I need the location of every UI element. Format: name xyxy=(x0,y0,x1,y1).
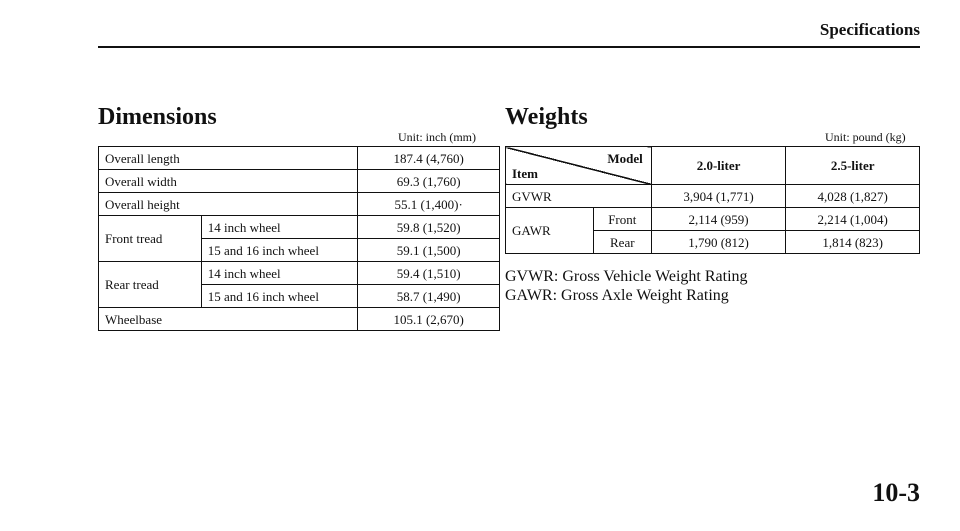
dimensions-title: Dimensions xyxy=(98,104,217,130)
wheelbase-label: Wheelbase xyxy=(99,308,358,331)
gvwr-2-5-value: 4,028 (1,827) xyxy=(786,185,920,208)
header-rule xyxy=(98,46,920,48)
overall-length-label: Overall length xyxy=(99,147,358,170)
table-row xyxy=(506,185,920,208)
dimensions-table xyxy=(98,146,500,331)
overall-height-label: Overall height xyxy=(99,193,358,216)
gawr-rear-2-0-value: 1,790 (812) xyxy=(651,231,786,254)
page-number: 10-3 xyxy=(872,478,920,507)
rear-tread-sub-value: 59.4 (1,510) xyxy=(358,262,500,285)
overall-width-label: Overall width xyxy=(99,170,358,193)
gawr-note: GAWR: Gross Axle Weight Rating xyxy=(505,287,729,304)
overall-width-value: 69.3 (1,760) xyxy=(358,170,500,193)
dimensions-unit: Unit: inch (mm) xyxy=(398,130,476,144)
wheelbase-value: 105.1 (2,670) xyxy=(358,308,500,331)
rear-tread-sub-value: 58.7 (1,490) xyxy=(358,285,500,308)
gvwr-label: GVWR xyxy=(506,185,652,208)
gawr-front-2-0-value: 2,114 (959) xyxy=(651,208,786,231)
table-row xyxy=(99,193,500,216)
model-item-header xyxy=(506,147,652,185)
front-tread-sub-value: 59.8 (1,520) xyxy=(358,216,500,239)
gvwr-2-0-value: 3,904 (1,771) xyxy=(651,185,786,208)
gawr-front-label: Front xyxy=(593,208,651,231)
table-row xyxy=(99,216,500,239)
front-tread-sub-label: 15 and 16 inch wheel xyxy=(201,239,358,262)
header-title: Specifications xyxy=(819,20,920,39)
table-row xyxy=(506,208,920,231)
gawr-rear-2-5-value: 1,814 (823) xyxy=(786,231,920,254)
item-header-label: Item xyxy=(512,166,538,181)
gvwr-note: GVWR: Gross Vehicle Weight Rating xyxy=(505,268,748,285)
table-row xyxy=(99,147,500,170)
overall-height-value: 55.1 (1,400)· xyxy=(358,193,500,216)
table-row xyxy=(99,308,500,331)
weights-title: Weights xyxy=(505,104,588,130)
rear-tread-label: Rear tread xyxy=(99,262,202,308)
table-row xyxy=(99,262,500,285)
gawr-rear-label: Rear xyxy=(593,231,651,254)
model-header-label: Model xyxy=(607,151,643,166)
col-2-5-liter: 2.5-liter xyxy=(786,147,920,185)
rear-tread-sub-label: 14 inch wheel xyxy=(201,262,358,285)
col-2-0-liter: 2.0-liter xyxy=(651,147,786,185)
gawr-front-2-5-value: 2,214 (1,004) xyxy=(786,208,920,231)
weights-table xyxy=(505,146,920,254)
front-tread-sub-label: 14 inch wheel xyxy=(201,216,358,239)
gawr-label: GAWR xyxy=(506,208,594,254)
front-tread-label: Front tread xyxy=(99,216,202,262)
rear-tread-sub-label: 15 and 16 inch wheel xyxy=(201,285,358,308)
front-tread-sub-value: 59.1 (1,500) xyxy=(358,239,500,262)
overall-length-value: 187.4 (4,760) xyxy=(358,147,500,170)
table-row xyxy=(99,170,500,193)
table-row xyxy=(506,147,920,185)
weights-unit: Unit: pound (kg) xyxy=(825,130,906,144)
